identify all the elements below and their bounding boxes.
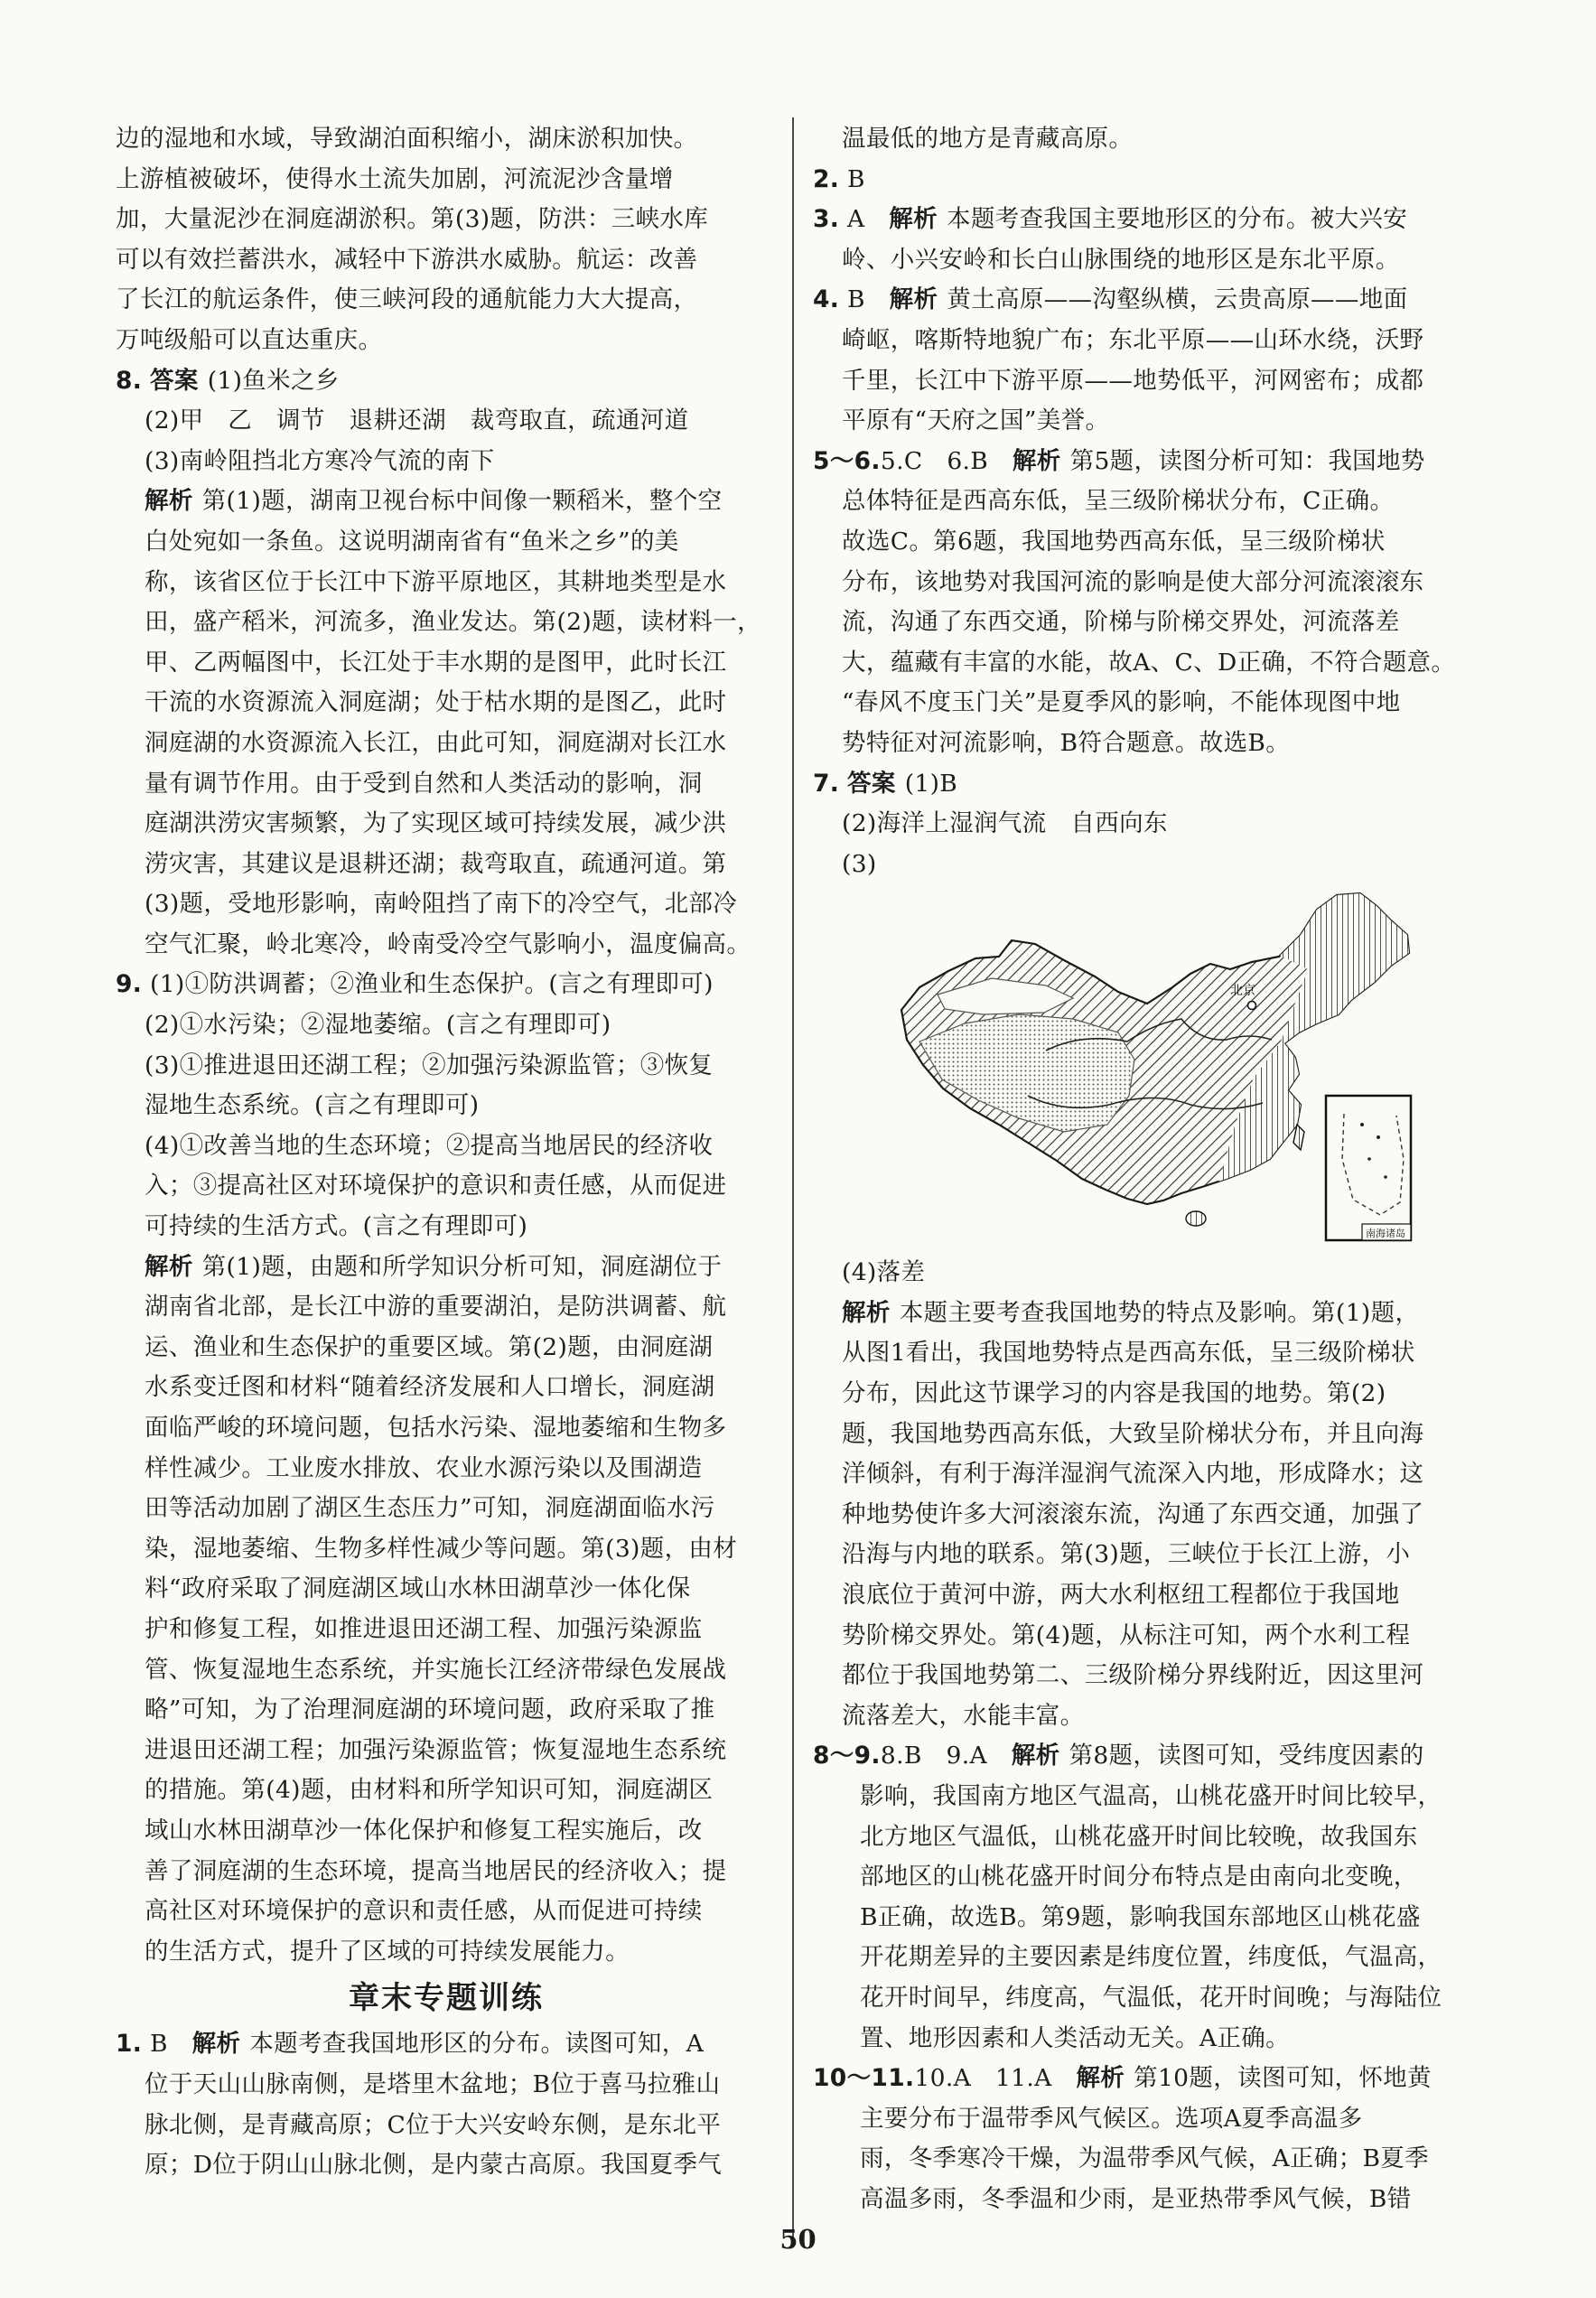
answer-text: 入；③提高社区对环境保护的意识和责任感，从而促进 <box>145 1172 727 1200</box>
text-line: 北方地区气温低，山桃花盛开时间比较晚，故我国东 <box>860 1822 1418 1851</box>
question-8-9 <box>813 1736 1481 2059</box>
analysis-label: 解析 <box>1076 2064 1125 2093</box>
text-line: 大，蕴藏有丰富的水能，故A、C、D正确，不符合题意。 <box>842 648 1456 677</box>
answer-text: (3) <box>842 849 877 878</box>
question-4 <box>813 280 1481 441</box>
answer-text: (3)①推进退田还湖工程；②加强污染源监管；③恢复 <box>145 1051 714 1079</box>
text-line: 加，大量泥沙在洞庭湖淤积。第(3)题，防洪：三峡水库 <box>116 205 709 234</box>
question-number: 2. <box>813 164 840 193</box>
text-line: 的措施。第(4)题，由材料和所学知识可知，洞庭湖区 <box>145 1776 714 1805</box>
text-line: 总体特征是西高东低，呈三级阶梯状分布，C正确。 <box>842 487 1395 516</box>
analysis-text: 第10题，读图可知，怀地黄 <box>1134 2064 1432 2093</box>
text-line: 田，盛产稻米，河流多，渔业发达。第(2)题，读材料一， <box>145 608 761 637</box>
q7-explanation-continued <box>116 119 777 361</box>
text-line: 干流的水资源流入洞庭湖；处于枯水期的是图乙，此时 <box>145 688 727 717</box>
first-step-dots <box>919 1014 1134 1132</box>
question-number: 1. <box>116 2030 143 2059</box>
text-line: 洋倾斜，有利于海洋湿润气流深入内地，形成降水；这 <box>842 1460 1424 1489</box>
answer-text: (4)①改善当地的生态环境；②提高当地居民的经济收 <box>145 1131 714 1160</box>
answer-text: 湿地生态系统。(言之有理即可) <box>145 1091 480 1120</box>
answer-label: 答案 <box>847 769 896 798</box>
text-line: 势阶梯交界处。第(4)题，从标注可知，两个水利工程 <box>842 1621 1411 1649</box>
text-line: B正确，故选B。第9题，影响我国东部地区山桃花盛 <box>860 1902 1421 1931</box>
question-number: 4. <box>813 285 840 314</box>
text-line: 开花期差异的主要因素是纬度位置，纬度低，气温高， <box>860 1943 1442 1972</box>
answer-text: (2)①水污染；②湿地萎缩。(言之有理即可) <box>145 1011 611 1040</box>
answer-text: (4)落差 <box>842 1258 926 1287</box>
question-number: 10～11. <box>813 2064 915 2093</box>
text-line: 雨，冬季寒冷干燥，为温带季风气候，A正确；B夏季 <box>860 2144 1430 2173</box>
analysis-label: 解析 <box>1011 1742 1060 1770</box>
text-line: 田等活动加剧了湖区生态压力”可知，洞庭湖面临水污 <box>145 1494 715 1523</box>
answer-choice: 8.B 9.A <box>880 1742 987 1770</box>
inset-label: 南海诸岛 <box>1366 1228 1405 1240</box>
text-line: 善了洞庭湖的生态环境，提高当地居民的经济收入；提 <box>145 1856 727 1885</box>
text-line: 题，我国地势西高东低，大致呈阶梯状分布，并且向海 <box>842 1419 1424 1448</box>
text-line: 面临严峻的环境问题，包括水污染、湿地萎缩和生物多 <box>145 1414 727 1442</box>
text-line: 千里，长江中下游平原——地势低平，河网密布；成都 <box>842 366 1424 395</box>
text-line: (3)题，受地形影响，南岭阻挡了南下的冷空气，北部冷 <box>145 890 738 919</box>
text-line: 称，该省区位于长江中下游平原地区，其耕地类型是水 <box>145 567 727 596</box>
text-line: 了长江的航运条件，使三峡河段的通航能力大大提高， <box>116 285 698 314</box>
map-graphic <box>892 888 1425 1247</box>
answer-text: (2)海洋上湿润气流 自西向东 <box>842 809 1168 838</box>
text-line: 平原有“天府之国”美誉。 <box>842 406 1110 435</box>
south-china-sea-inset <box>1326 1096 1411 1240</box>
answer-label: 答案 <box>150 366 199 395</box>
text-line: 流落差大，水能丰富。 <box>842 1701 1085 1730</box>
text-line: 高社区对环境保护的意识和责任感，从而促进可持续 <box>145 1897 703 1926</box>
text-line: 流，沟通了东西交通，阶梯与阶梯交界处，河流落差 <box>842 608 1400 637</box>
text-line: 护和修复工程，如推进退田还湖工程、加强污染源监 <box>145 1614 703 1643</box>
text-line: 分布，因此这节课学习的内容是我国的地势。第(2) <box>842 1379 1386 1408</box>
answer-choice: B <box>150 2030 168 2059</box>
question-2 <box>813 160 1481 201</box>
text-line: 脉北侧，是青藏高原；C位于大兴安岭东侧，是东北平 <box>145 2110 722 2139</box>
beijing-label: 北京 <box>1230 984 1255 999</box>
text-line: 原；D位于阴山山脉北侧，是内蒙古高原。我国夏季气 <box>145 2151 723 2180</box>
analysis-label: 解析 <box>145 487 193 516</box>
beijing-marker <box>1248 1002 1256 1010</box>
text-line: 略”可知，为了治理洞庭湖的环境问题，政府采取了推 <box>145 1695 715 1724</box>
text-line: 庭湖洪涝灾害频繁，为了实现区域可持续发展，减少洪 <box>145 809 727 838</box>
question-8 <box>116 361 777 966</box>
question-number: 5～6. <box>813 446 881 475</box>
text-line: 湖南省北部，是长江中游的重要湖泊，是防洪调蓄、航 <box>145 1293 727 1322</box>
answer-text: (3)南岭阻挡北方寒冷气流的南下 <box>145 446 495 475</box>
question-10-11 <box>813 2059 1481 2219</box>
text-line: 故选C。第6题，我国地势西高东低，呈三级阶梯状 <box>842 527 1386 556</box>
analysis-label: 解析 <box>145 1252 193 1281</box>
analysis-text: 第(1)题，湖南卫视台标中间像一颗稻米，整个空 <box>201 487 723 516</box>
text-line: 部地区的山桃花盛开时间分布特点是由南向北变晚， <box>860 1863 1418 1892</box>
text-line: 洞庭湖的水资源流入长江，由此可知，洞庭湖对长江水 <box>145 728 727 757</box>
text-line: 万吨级船可以直达重庆。 <box>116 325 383 354</box>
text-line: 白处宛如一条鱼。这说明湖南省有“鱼米之乡”的美 <box>145 527 679 556</box>
answer-choice: B <box>847 164 865 193</box>
text-line: 种地势使许多大河滚滚东流，沟通了东西交通，加强了 <box>842 1499 1424 1528</box>
text-line: 边的湿地和水域，导致湖泊面积缩小，湖床淤积加快。 <box>116 125 698 153</box>
analysis-text: 第(1)题，由题和所学知识分析可知，洞庭湖位于 <box>201 1252 723 1281</box>
answer-text: (1)①防洪调蓄；②渔业和生态保护。(言之有理即可) <box>150 970 714 999</box>
answer-text: (1)鱼米之乡 <box>207 366 340 395</box>
text-line: 从图1看出，我国地势特点是西高东低，呈三级阶梯状 <box>842 1339 1415 1368</box>
text-line: 涝灾害，其建议是退耕还湖；裁弯取直，疏通河道。第 <box>145 849 727 878</box>
answer-choice: B <box>847 285 865 314</box>
question-number: 7. <box>813 769 840 798</box>
analysis-text: 黄土高原——沟壑纵横，云贵高原——地面 <box>947 285 1408 314</box>
text-line: 位于天山山脉南侧，是塔里木盆地；B位于喜马拉雅山 <box>145 2069 721 2098</box>
answer-text: 可持续的生活方式。(言之有理即可) <box>145 1212 528 1241</box>
text-line: 花开时间早，纬度高，气温低，花开时间晚；与海陆位 <box>860 1983 1442 2012</box>
page-number: 50 <box>779 2224 817 2255</box>
text-line: 崎岖，喀斯特地貌广布；东北平原——山环水绕，沃野 <box>842 325 1424 354</box>
hainan-island <box>1186 1211 1206 1226</box>
answer-choice: 5.C 6.B <box>880 446 989 475</box>
text-line: 沿海与内地的联系。第(3)题，三峡位于长江上游，小 <box>842 1540 1411 1569</box>
text-line: 上游植被破坏，使得水土流失加剧，河流泥沙含量增 <box>116 164 674 193</box>
question-number: 9. <box>116 970 143 999</box>
answer-text: (1)B <box>904 769 958 798</box>
inset-island <box>1367 1157 1371 1161</box>
analysis-text: 本题考查我国主要地形区的分布。被大兴安 <box>946 205 1408 234</box>
question-number: 3. <box>813 205 840 234</box>
left-column <box>116 119 777 2186</box>
analysis-text: 本题考查我国地形区的分布。读图可知，A <box>249 2030 705 2059</box>
text-line: 运、渔业和生态保护的重要区域。第(2)题，由洞庭湖 <box>145 1332 714 1361</box>
question-9 <box>116 965 777 1972</box>
text-line: 高温多雨，冬季温和少雨，是亚热带季风气候，B错 <box>860 2184 1412 2213</box>
text-line: 域山水林田湖草沙一体化保护和修复工程实施后，改 <box>145 1816 703 1845</box>
answer-choice: 10.A 11.A <box>914 2064 1052 2093</box>
text-line: 甲、乙两幅图中，长江处于丰水期的是图甲，此时长江 <box>145 648 727 677</box>
analysis-text: 本题主要考查我国地势的特点及影响。第(1)题， <box>899 1298 1420 1327</box>
text-line: 岭、小兴安岭和长白山脉围绕的地形区是东北平原。 <box>842 245 1400 274</box>
answer-choice: A <box>847 205 865 234</box>
question-number: 8. <box>116 366 143 395</box>
inset-island <box>1384 1175 1387 1179</box>
question-5-6 <box>813 442 1481 764</box>
right-column <box>813 119 1481 2220</box>
text-line: 样性减少。工业废水排放、农业水源污染以及围湖造 <box>145 1453 703 1482</box>
question-1 <box>116 2024 777 2185</box>
analysis-label: 解析 <box>191 2030 241 2059</box>
analysis-label: 解析 <box>889 205 938 234</box>
inset-island <box>1360 1123 1364 1126</box>
text-line: 量有调节作用。由于受到自然和人类活动的影响，洞 <box>145 769 703 798</box>
column-divider <box>792 117 794 2240</box>
text-line: 主要分布于温带季风气候区。选项A夏季高温多 <box>860 2104 1363 2133</box>
text-line: 影响，我国南方地区气温高，山桃花盛开时间比较早， <box>860 1782 1442 1810</box>
text-line: 的生活方式，提升了区域的可持续发展能力。 <box>145 1937 630 1966</box>
question-number: 8～9. <box>813 1742 881 1770</box>
china-terrain-map <box>892 888 1425 1247</box>
text-line: 温最低的地方是青藏高原。 <box>842 125 1134 153</box>
text-line: 置、地形因素和人类活动无关。A正确。 <box>860 2023 1290 2052</box>
text-line: 染，湿地萎缩、生物多样性减少等问题。第(3)题，由材 <box>145 1534 738 1563</box>
text-line: 浪底位于黄河中游，两大水利枢纽工程都位于我国地 <box>842 1581 1400 1610</box>
analysis-label: 解析 <box>842 1298 891 1327</box>
text-line: 都位于我国地势第二、三级阶梯分界线附近，因这里河 <box>842 1661 1424 1690</box>
section-title: 章末专题训练 <box>349 1980 544 2017</box>
text-line: 水系变迁图和材料“随着经济发展和人口增长，洞庭湖 <box>145 1373 715 1402</box>
question-3 <box>813 200 1481 280</box>
text-line: 管、恢复湿地生态系统，并实施长江经济带绿色发展战 <box>145 1655 727 1684</box>
analysis-label: 解析 <box>1012 446 1061 475</box>
text-line: 可以有效拦蓄洪水，减轻中下游洪水威胁。航运：改善 <box>116 245 698 274</box>
question-7 <box>813 764 1481 1737</box>
text-line: 料“政府采取了洞庭湖区域山水林田湖草沙一体化保 <box>145 1574 691 1603</box>
answer-text: (2)甲 乙 调节 退耕还湖 裁弯取直，疏通河道 <box>145 406 689 435</box>
analysis-text: 第5题，读图分析可知：我国地势 <box>1069 446 1425 475</box>
text-line: 空气汇聚，岭北寒冷，岭南受冷空气影响小，温度偏高。 <box>145 929 751 958</box>
text-line: 势特征对河流影响，B符合题意。故选B。 <box>842 728 1291 757</box>
inset-island <box>1377 1135 1380 1139</box>
text-line: 进退田还湖工程；加强污染源监管；恢复湿地生态系统 <box>145 1735 727 1764</box>
analysis-text: 第8题，读图可知，受纬度因素的 <box>1069 1742 1424 1770</box>
text-line: 分布，该地势对我国河流的影响是使大部分河流滚滚东 <box>842 567 1424 596</box>
analysis-label: 解析 <box>889 285 938 314</box>
text-line: “春风不度玉门关”是夏季风的影响，不能体现图中地 <box>842 688 1401 717</box>
